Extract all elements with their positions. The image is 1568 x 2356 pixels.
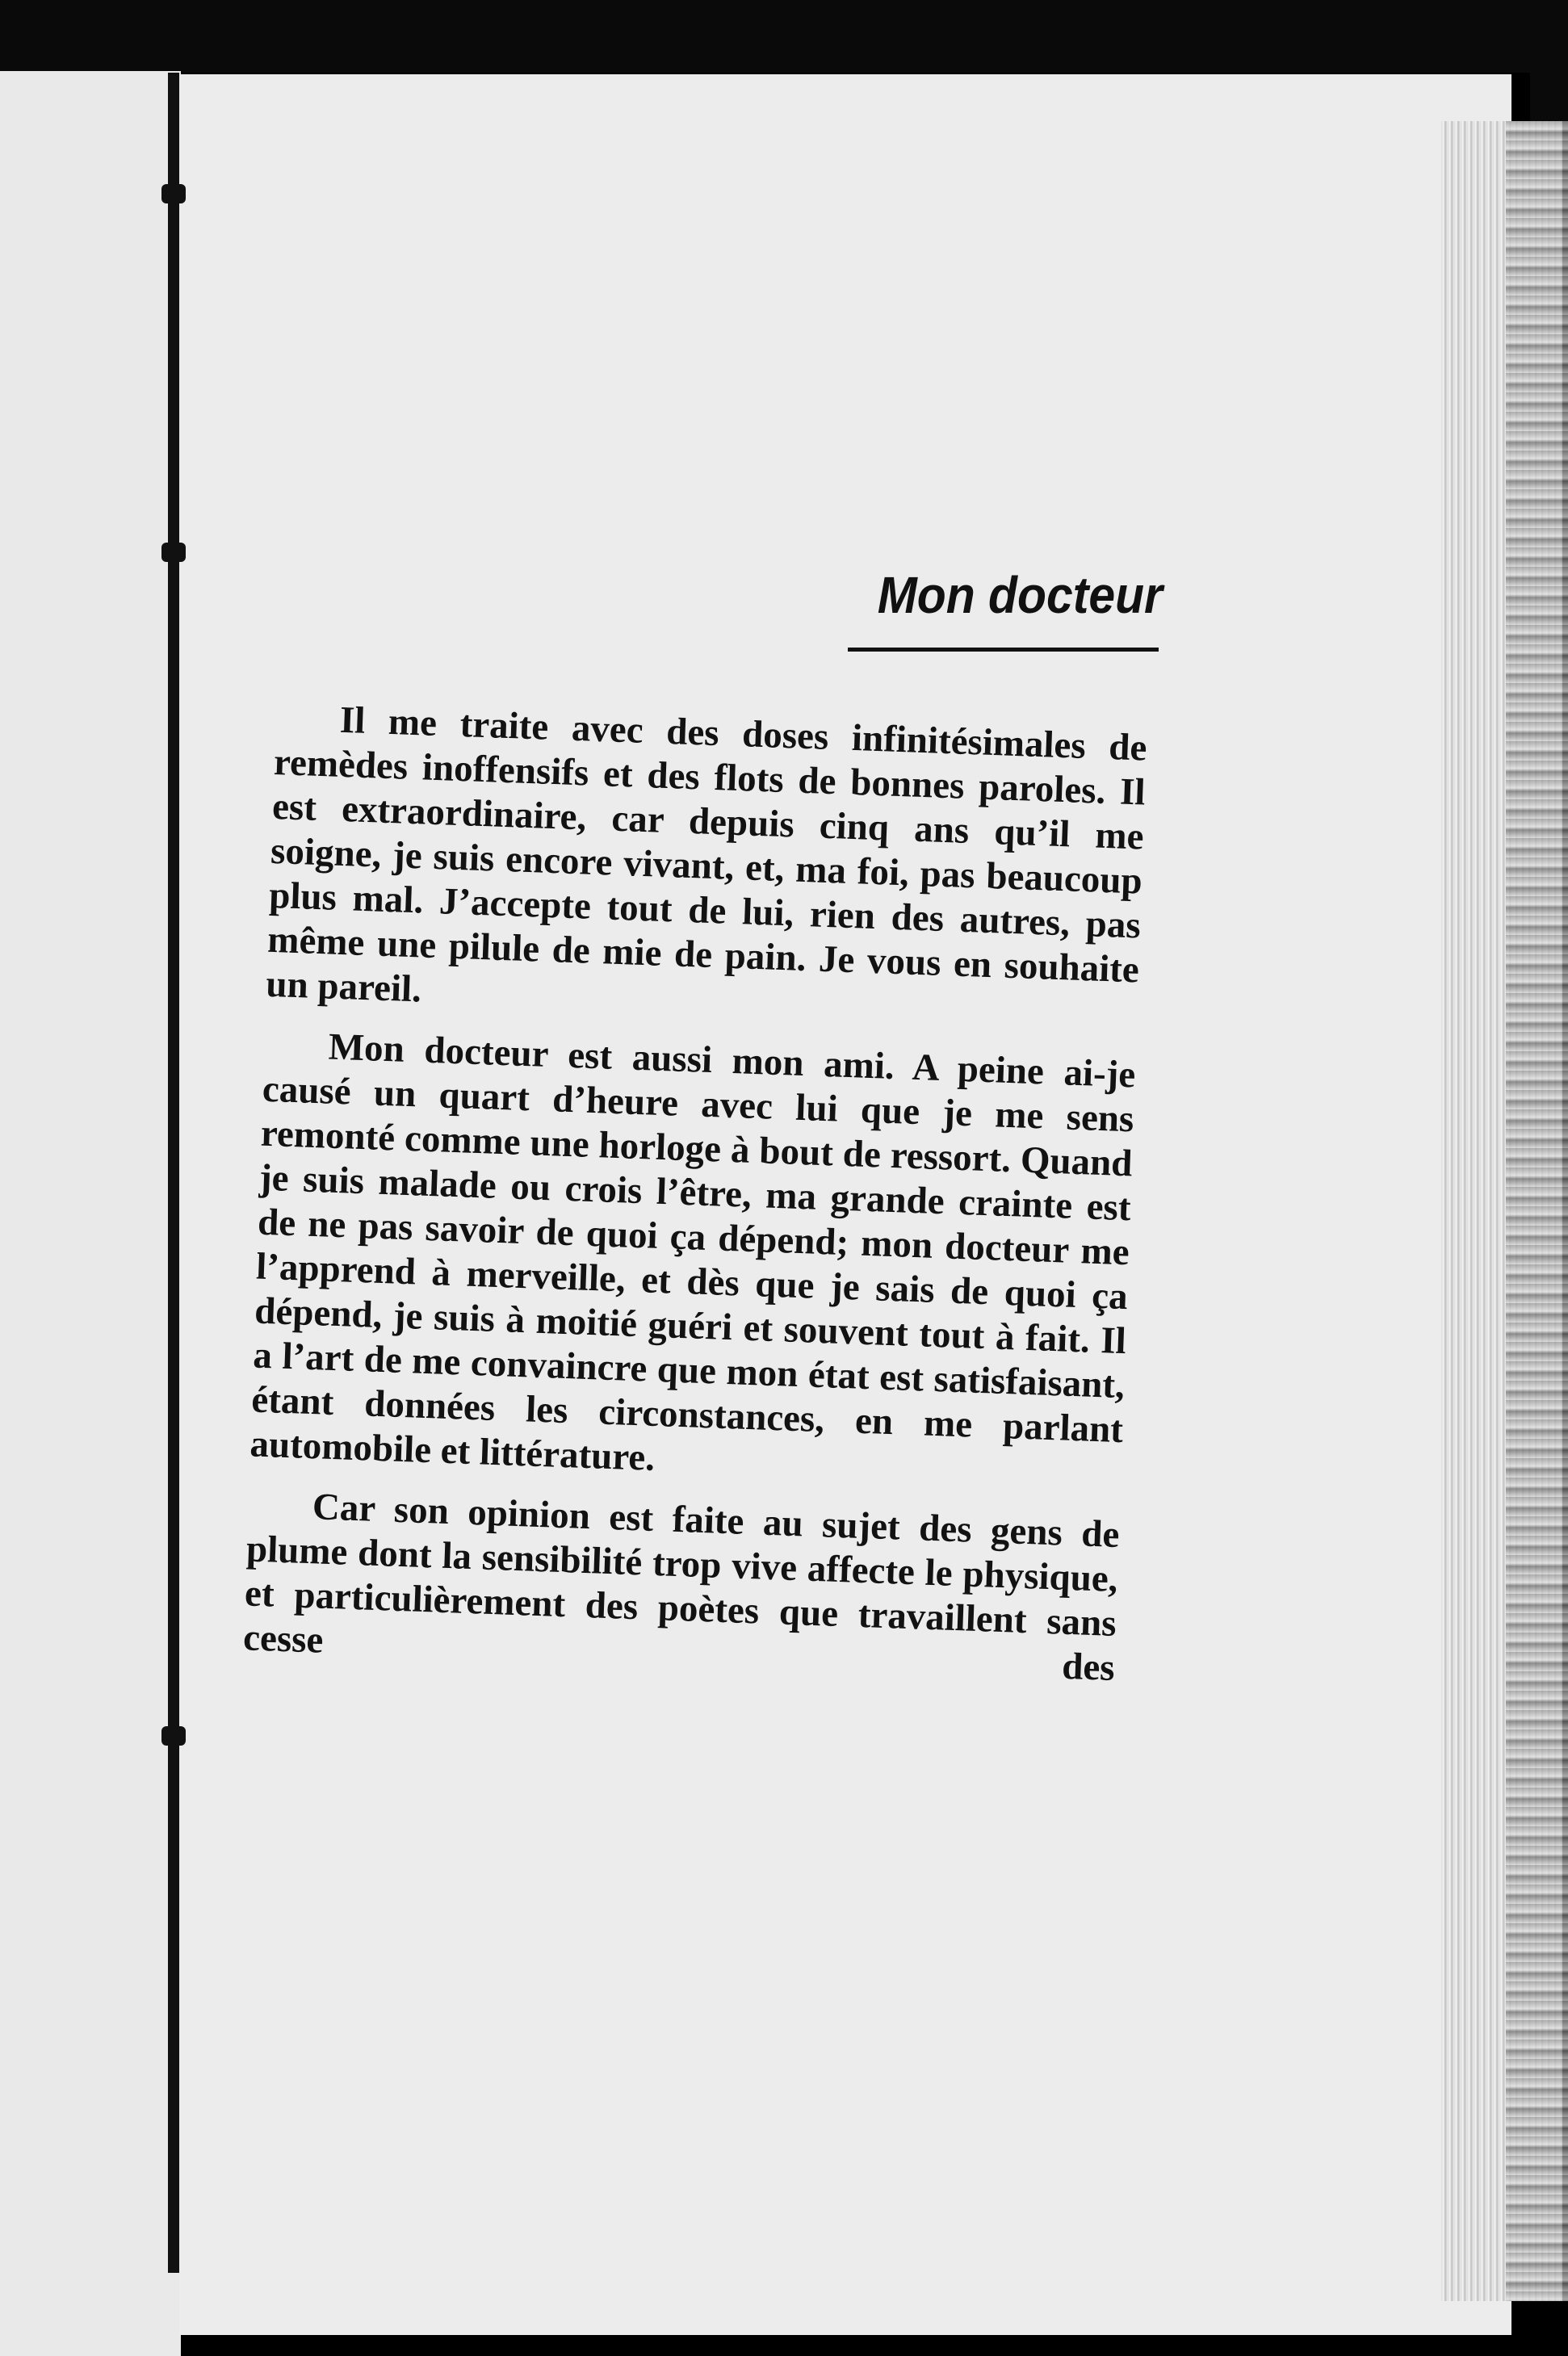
paragraph: Car son opinion est faite au sujet des gens de plume dont la sensibilité trop vive affecte le physique, et particulièrement des poètes que travaillent sans cesse des <box>242 1486 1121 1689</box>
body-text <box>242 696 1148 1707</box>
scan-top-border <box>0 0 1568 73</box>
chapter-heading <box>840 565 1163 638</box>
page-edges-shadow <box>1506 121 1568 2301</box>
binding-thread <box>168 73 179 2273</box>
scan-left-margin <box>0 71 181 2356</box>
chapter-title: Mon docteur <box>877 566 1163 624</box>
paragraph: Mon docteur est aussi mon ami. A peine ai-je causé un quart d’heure avec lui que je me sens remonté comme une horloge à bout de ressort. Quand je suis malade ou crois l’être, ma grande crainte est de ne pas savoir de quoi ça dépend; mon docteur me l’apprend à merveille, et dès que je sais de quoi ça dépend, je suis à moitié guéri et souvent tout à fait. Il a l’art de me convaincre que mon état est satisfaisant, étant données les circonstances, en me parlant automobile et littérature. <box>249 1025 1137 1479</box>
binding-stitch <box>161 184 186 203</box>
paragraph: Il me traite avec des doses infinitésimales de remèdes inoffensifs et des flots de bonnes paroles. Il est extraordinaire, car depuis cinq ans qu’il me soigne, je suis encore vivant, et, ma foi, pas beaucoup plus mal. J’accepte tout de lui, rien des autres, pas même une pilule de mie de pain. Je vous en souhaite un pareil. <box>265 698 1148 1011</box>
heading-underline <box>848 648 1159 652</box>
binding-stitch <box>161 1726 186 1746</box>
scan-corner-border <box>1530 0 1568 129</box>
binding-stitch <box>161 543 186 562</box>
